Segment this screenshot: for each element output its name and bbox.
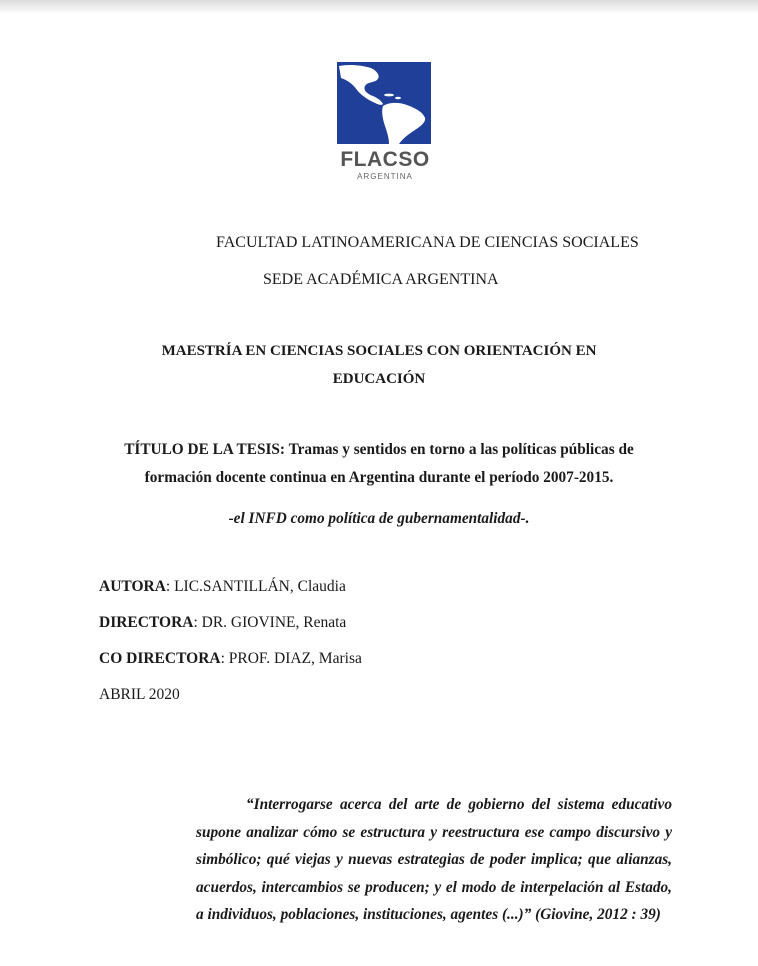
date-line: ABRIL 2020 bbox=[99, 686, 180, 703]
codirector-line bbox=[99, 650, 362, 668]
faculty-heading: FACULTAD LATINOAMERICANA DE CIENCIAS SOCIALES bbox=[216, 234, 639, 251]
program-line-1: MAESTRÍA EN CIENCIAS SOCIALES CON ORIENTACIÓN EN bbox=[161, 343, 597, 359]
page-top-shadow bbox=[0, 0, 758, 14]
epigraph-quote: “Interrogarse acerca del arte de gobierno del sistema educativo supone analizar cómo se estructura y reestructura ese campo discursivo y simbólico; qué viejas y nuevas estrategias de poder implica; que alianzas, acuerdos, intercambios se producen; y el modo de interpelación al Estado, a individuos, poblaciones, instituciones, agentes (...)” (Giovine, 2012 : 39) bbox=[196, 796, 672, 924]
logo-subtext: ARGENTINA bbox=[357, 172, 413, 181]
author-line bbox=[99, 578, 346, 596]
flacso-logo bbox=[335, 62, 435, 182]
logo-wordmark: FLACSO bbox=[340, 148, 430, 171]
thesis-title-line-1 bbox=[0, 441, 758, 459]
director-line bbox=[99, 614, 346, 632]
logo-map-icon bbox=[337, 62, 431, 144]
codirector-label: CO DIRECTORA bbox=[99, 650, 221, 667]
thesis-title-label: TÍTULO DE LA TESIS: bbox=[124, 441, 286, 458]
americas-map-icon bbox=[337, 62, 431, 144]
director-label: DIRECTORA bbox=[99, 614, 194, 631]
author-value: : LIC.SANTILLÁN, Claudia bbox=[165, 578, 346, 595]
author-label: AUTORA bbox=[99, 578, 166, 595]
thesis-title-line-2: formación docente continua en Argentina durante el período 2007-2015. bbox=[144, 469, 614, 486]
thesis-subtitle: -el INFD como política de gubernamentalidad-. bbox=[228, 510, 530, 527]
thesis-title-part-1: Tramas y sentidos en torno a las políticas públicas de bbox=[285, 441, 634, 458]
sede-heading: SEDE ACADÉMICA ARGENTINA bbox=[263, 271, 499, 288]
program-line-2: EDUCACIÓN bbox=[332, 371, 426, 387]
director-value: : DR. GIOVINE, Renata bbox=[193, 614, 347, 631]
codirector-value: : PROF. DIAZ, Marisa bbox=[220, 650, 362, 667]
